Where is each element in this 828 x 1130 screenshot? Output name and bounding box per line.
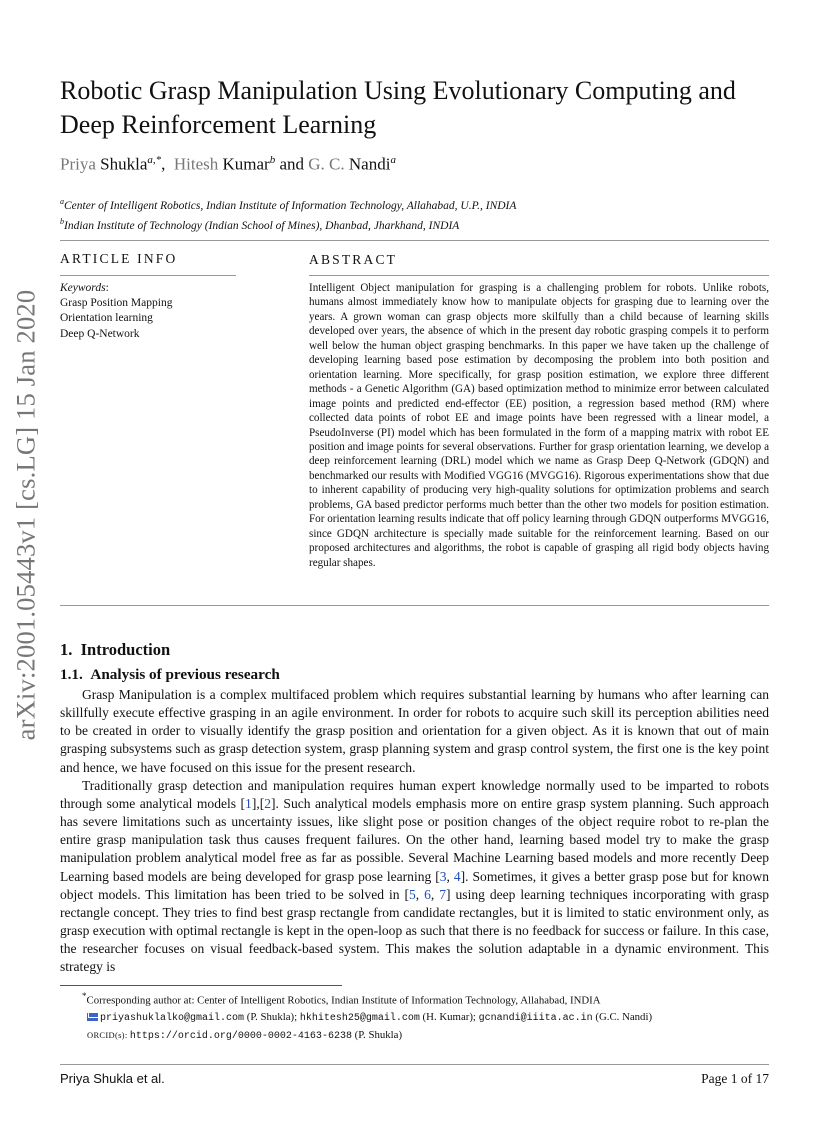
citation-link[interactable]: 1: [245, 795, 252, 811]
email-link[interactable]: hkhitesh25@gmail.com: [299, 1012, 420, 1024]
keyword: Orientation learning: [60, 312, 153, 325]
keywords-label: Keywords: [60, 282, 106, 294]
keyword: Deep Q-Network: [60, 327, 140, 340]
citation-link[interactable]: 5: [408, 886, 416, 902]
citation-link[interactable]: 6: [424, 886, 431, 902]
paper-title: Robotic Grasp Manipulation Using Evolutionary Computing and Deep Reinforcement Learning: [60, 76, 736, 139]
abstract-end-rule: [60, 605, 769, 606]
text-run: ] using deep learning techniques incorporating with grasp rectangle concept. They tries to find best grasp rectangle from candidate rectangles, but it is limited to static environment only, as grasp execution with optimal rectangle is kept in the open-loop as such that there is no feedback for success or failure. In this case, the researcher focuses on visual feedback-based system. This makes the solution adaptable in a dynamic environment. This strategy is: [60, 886, 769, 975]
orcid-link[interactable]: https://orcid.org/0000-0002-4163-6238: [129, 1030, 352, 1042]
author-last-name: Shukla: [100, 154, 148, 174]
author-affil-mark: a,*: [147, 154, 162, 166]
citation-link[interactable]: 7: [439, 886, 447, 902]
footnote-rule: [60, 985, 342, 986]
article-info-rule: [60, 275, 236, 276]
affiliation: [60, 214, 516, 234]
affiliation-mark: a: [60, 197, 64, 206]
affiliations: [60, 194, 516, 235]
abstract-text: Intelligent Object manipulation for grasping is a challenging problem for robots. Unlike robots, humans almost immediately know how to manipulate objects for grasping due to learning over the years. A grown woman can grasp objects more skilfully than a child because of learning skills developed over years, the absence of which in the present day robotic grasping compels it to perform well below the human object grasping benchmarks. In this paper we have taken up the challenge of developing learning based pose estimation by decomposing the problem into both position and orientation learning. More specifically, for grasp position estimation, we explore three different methods - a Genetic Algorithm (GA) based optimization method to minimize error between calculated image points and predicted end-effector (EE) position, a regression based method (RM) where collected data points of robot EE and image points have been regressed with a linear model, a PseudoInverse (PI) model which has been formulated in the form of a mapping matrix with robot EE position and image points for several observations. Further for grasp orientation learning, we develop a deep reinforcement learning (DRL) model which we name as Grasp Deep Q-Network (GDQN) and benchmarked our results with Modified VGG16 (MVGG16). Rigorous experimentations show that due to inherent capability of producing very high-quality solutions for optimization problems and search problems, GA based predictor performs much better than the other two models for position estimation. For orientation learning results indicate that off policy learning through GDQN outperforms MVGG16, since GDQN architecture is specially made suitable for the reinforcement learning. Based on our proposed architectures and algorithms, the robot is capable of grasping all rigid body objects having regular shapes.: [309, 282, 769, 569]
author-list: [60, 154, 396, 175]
affiliation-mark: b: [60, 217, 64, 227]
citation-link[interactable]: 3: [439, 868, 447, 884]
text-run: ,: [430, 886, 440, 902]
author-last-name: Nandi: [348, 154, 391, 174]
email-link[interactable]: gcnandi@iiita.ac.in: [478, 1012, 593, 1024]
email-link[interactable]: priyashuklalko@gmail.com: [100, 1012, 245, 1024]
author-affil-mark: b: [269, 154, 276, 166]
footer-author: Priya Shukla et al.: [60, 1071, 165, 1086]
footer-rule: [60, 1064, 769, 1065]
text-run: ]. Such analytical models emphasis more on entire grasp system planning. Such approach has severe limitations such as uncertainty issues, like slight pose or position changes of the object require robot to re-plan the entire grasp manipulation task thus causes frequent failures. On the other hand, learning based model try to make the grasp manipulation problem analytical model free as far as possible. Several Machine Learning based models and more recently Deep Learning based models are being developed for grasp pose learning [: [60, 795, 769, 884]
footnote: [60, 988, 769, 1045]
footnote-emails: [60, 1009, 769, 1027]
author-first-name: Hitesh: [173, 154, 219, 174]
paragraph: [60, 777, 769, 977]
footnote-mark: *: [82, 991, 87, 1001]
arxiv-stamp-text: arXiv:2001.05443v1 [cs.LG] 15 Jan 2020: [10, 289, 41, 741]
affiliation-text: Indian Institute of Technology (Indian School of Mines), Dhanbad, Jharkhand, INDIA: [64, 220, 460, 233]
author-separator: ,: [161, 154, 166, 174]
author-first-name: Priya: [60, 154, 96, 174]
abstract-heading: ABSTRACT: [309, 252, 398, 267]
footnote-text: Corresponding author at: Center of Intelligent Robotics, Indian Institute of Information Technology, Allahabad, INDIA: [86, 994, 601, 1007]
section-number: 1.: [60, 640, 73, 659]
citation-link[interactable]: 4: [453, 868, 461, 884]
text-run: Traditionally grasp detection and manipulation requires human expert knowledge normally used to be imparted to robots through some analytical models [: [60, 777, 769, 811]
keyword: Grasp Position Mapping: [60, 297, 173, 310]
header-rule: [60, 240, 769, 241]
envelope-icon: [87, 1013, 98, 1021]
section-title: Introduction: [80, 640, 171, 659]
text-run: ,: [415, 886, 425, 902]
text-run: ,: [446, 868, 454, 884]
subsection-number: 1.1.: [60, 666, 83, 683]
footnote-orcid: [60, 1027, 769, 1045]
affiliation: [60, 194, 516, 214]
citation-link[interactable]: 2: [264, 795, 272, 811]
text-run: ]. Sometimes, it gives a better grasp pose but for known object models. This limitation has been tried to be solved in [: [60, 868, 769, 902]
footnote-corresponding: [60, 988, 769, 1009]
footer-page-number: Page 1 of 17: [701, 1071, 769, 1086]
arxiv-stamp: [3, 250, 49, 780]
body-text: [60, 686, 769, 977]
paragraph: Grasp Manipulation is a complex multifaced problem which requires substantial learning by humans who after learning can skillfully execute effective grasping in an agile environment. In order for robots to acquire such skill its perception abilities need to be created in order to visually identify the grasp position and orientation for a given object. As it is known that out of main grasping subsystems such as grasp detection system, grasp planning system and grasp control system, the first one is the key point and hence, we have focused on this issue for the present research.: [60, 687, 769, 775]
affiliation-text: Center of Intelligent Robotics, Indian Institute of Information Technology, Allahabad, U.P., INDIA: [64, 199, 517, 212]
email-owner: (H. Kumar);: [419, 1010, 479, 1023]
author-affil-mark: a: [390, 154, 396, 166]
abstract-rule: [309, 275, 769, 276]
subsection-heading: [60, 666, 280, 684]
author-first-name: G. C.: [308, 154, 345, 174]
email-owner: (G.C. Nandi): [592, 1010, 653, 1023]
orcid-owner: (P. Shukla): [351, 1028, 403, 1041]
text-run: ],[: [251, 795, 265, 811]
author-and: and: [279, 154, 305, 174]
section-heading: [60, 640, 170, 660]
author-last-name: Kumar: [222, 154, 270, 174]
email-owner: (P. Shukla);: [244, 1010, 300, 1023]
orcid-label: ORCID(s):: [87, 1029, 130, 1040]
article-info-heading: ARTICLE INFO: [60, 251, 178, 266]
subsection-title: Analysis of previous research: [90, 666, 280, 683]
keywords-block: Keywords: Grasp Position Mapping Orientation learning Deep Q-Network: [60, 281, 172, 342]
